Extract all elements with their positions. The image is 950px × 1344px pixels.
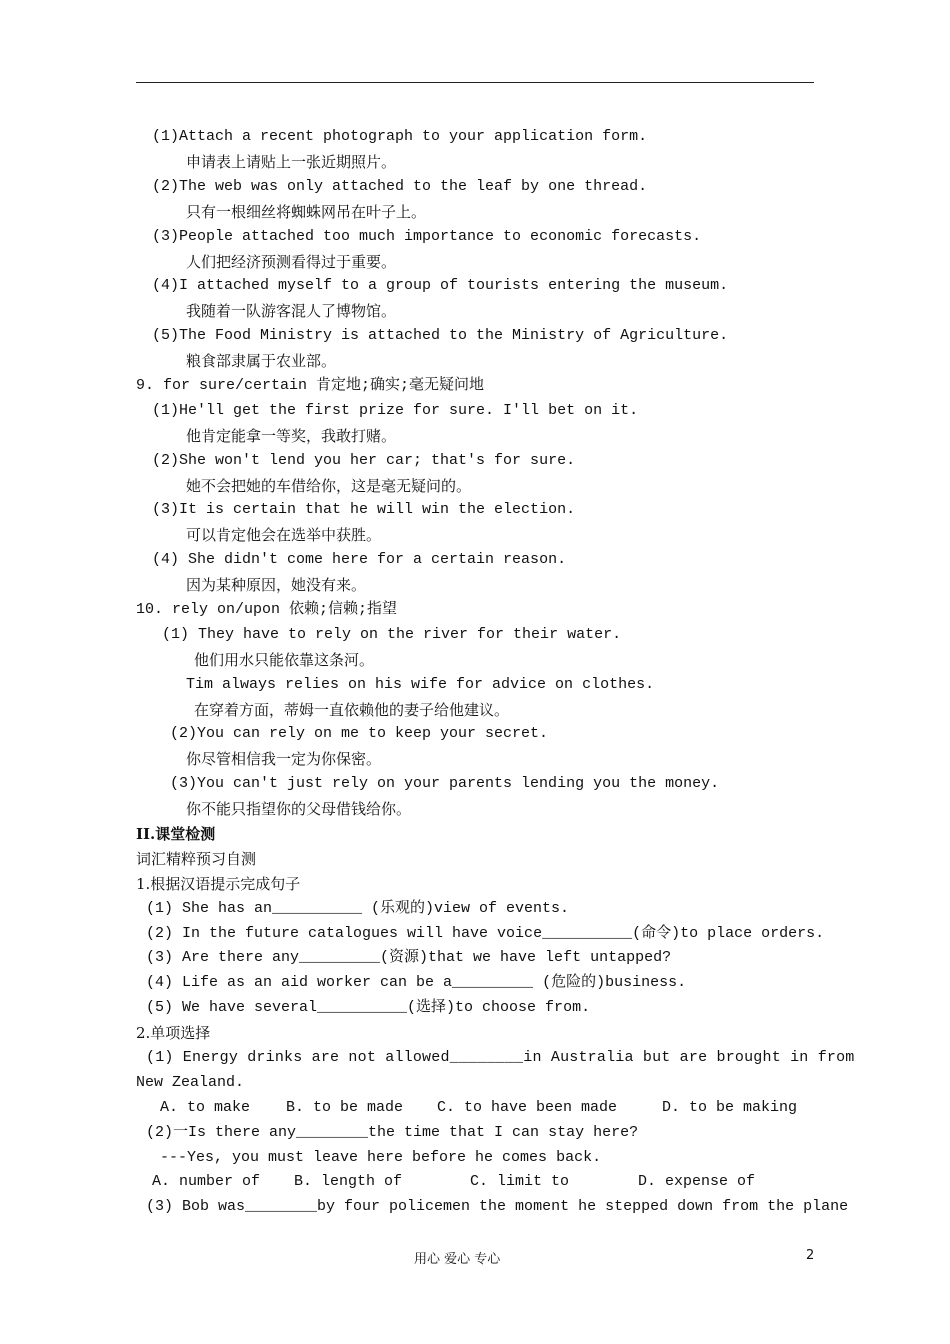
page-number: 2 (806, 1248, 815, 1263)
subsection-heading: 词汇精粹预习自测 (136, 850, 257, 868)
exercise-item: (2) In the future catalogues will have voice__________(命令)to place orders. (146, 925, 825, 942)
option-b: B. to be made (286, 1099, 404, 1116)
example-translation: 他们用水只能依靠这条河。 (194, 651, 375, 669)
question-stem-continued: New Zealand. (136, 1074, 245, 1091)
example-translation: 只有一根细丝将蜘蛛网吊在叶子上。 (186, 203, 427, 221)
option-c: C. limit to (470, 1173, 570, 1190)
example-translation: 人们把经济预测看得过于重要。 (186, 253, 397, 271)
example-sentence: (2)She won't lend you her car; that's for sure. (152, 452, 576, 469)
example-sentence: (3)You can't just rely on your parents lending you the money. (170, 775, 720, 792)
example-sentence: (2)You can rely on me to keep your secret. (170, 725, 549, 742)
example-sentence: (1)He'll get the first prize for sure. I'll bet on it. (152, 402, 639, 419)
question-stem: (2)一Is there any________the time that I can stay here? (146, 1124, 639, 1141)
example-sentence: (1) They have to rely on the river for their water. (162, 626, 622, 643)
option-b: B. length of (294, 1173, 403, 1190)
question-stem: (1) Energy drinks are not allowed________in Australia but are brought in from (146, 1049, 855, 1066)
option-c: C. to have been made (437, 1099, 618, 1116)
exercise-heading: 1.根据汉语提示完成句子 (136, 875, 301, 893)
example-translation: 申请表上请贴上一张近期照片。 (186, 153, 397, 171)
example-translation: 我随着一队游客混人了博物馆。 (186, 302, 397, 320)
footer-slogan: 用心 爱心 专心 (414, 1252, 501, 1267)
example-sentence: (4)I attached myself to a group of tourists entering the museum. (152, 277, 729, 294)
option-d: D. to be making (662, 1099, 798, 1116)
example-translation: 可以肯定他会在选举中获胜。 (186, 526, 382, 544)
example-sentence: (3)It is certain that he will win the election. (152, 501, 576, 518)
exercise-heading: 2.单项选择 (136, 1024, 211, 1042)
example-sentence: (4) She didn't come here for a certain reason. (152, 551, 567, 568)
phrase-heading: 9. for sure/certain 肯定地;确实;毫无疑问地 (136, 377, 485, 394)
exercise-item: (5) We have several__________(选择)to choose from. (146, 999, 591, 1016)
example-translation: 她不会把她的车借给你，这是毫无疑问的。 (186, 477, 472, 495)
example-translation: 他肯定能拿一等奖，我敢打赌。 (186, 427, 397, 445)
example-translation: 你尽管相信我一定为你保密。 (186, 750, 382, 768)
phrase-heading: 10. rely on/upon 依赖;信赖;指望 (136, 601, 398, 618)
example-sentence: (5)The Food Ministry is attached to the Ministry of Agriculture. (152, 327, 729, 344)
option-a: A. to make (160, 1099, 251, 1116)
example-translation: 粮食部隶属于农业部。 (186, 352, 337, 370)
example-translation: 在穿着方面，蒂姆一直依赖他的妻子给他建议。 (194, 701, 510, 719)
example-sentence: Tim always relies on his wife for advice on clothes. (186, 676, 655, 693)
question-stem: (3) Bob was________by four policemen the moment he stepped down from the plane (146, 1198, 849, 1215)
option-d: D. expense of (638, 1173, 756, 1190)
example-sentence: (2)The web was only attached to the leaf by one thread. (152, 178, 648, 195)
example-translation: 因为某种原因，她没有来。 (186, 576, 367, 594)
section-heading: II.课堂检测 (136, 825, 216, 843)
dialogue-response: ---Yes, you must leave here before he comes back. (160, 1149, 602, 1166)
option-a: A. number of (152, 1173, 261, 1190)
example-sentence: (1)Attach a recent photograph to your application form. (152, 128, 648, 145)
exercise-item: (1) She has an__________ (乐观的)view of events. (146, 900, 570, 917)
example-sentence: (3)People attached too much importance to economic forecasts. (152, 228, 702, 245)
example-translation: 你不能只指望你的父母借钱给你。 (186, 800, 412, 818)
exercise-item: (4) Life as an aid worker can be a_________ (危险的)business. (146, 974, 687, 991)
header-rule (136, 82, 814, 83)
exercise-item: (3) Are there any_________(资源)that we have left untapped? (146, 949, 672, 966)
